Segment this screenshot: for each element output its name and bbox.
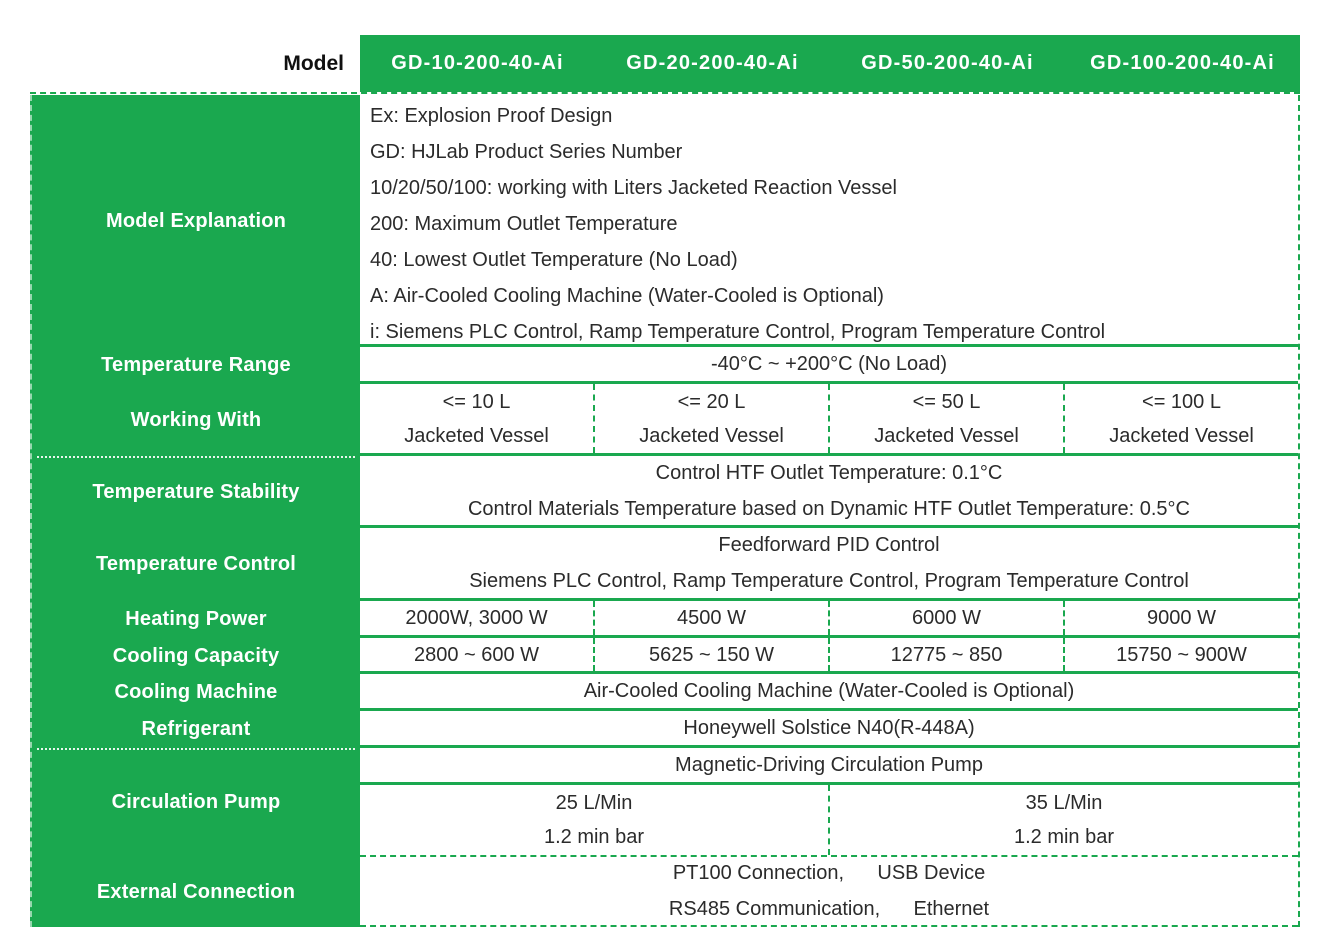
sidebar-label-temperature-range: Temperature Range: [101, 354, 291, 376]
working-with-cell: [593, 384, 828, 453]
pump-flow-rate: 25 L/Min: [555, 792, 633, 814]
vessel-capacity: <= 100 L: [1142, 390, 1221, 413]
working-with-cell: [360, 384, 593, 453]
model-explanation-line: i: Siemens PLC Control, Ramp Temperature Control, Program Temperature Control: [370, 321, 1106, 343]
row-label-sidebar: [30, 95, 360, 927]
pump-pressure: 1.2 min bar: [1013, 826, 1115, 848]
model-header-row: [360, 35, 1300, 92]
spec-row-circulation-pump-type: [360, 748, 1298, 785]
spec-row-temperature-stability: [360, 456, 1298, 528]
model-explanation-line: Ex: Explosion Proof Design: [370, 105, 613, 127]
sidebar-label-cooling-machine: Cooling Machine: [114, 681, 278, 703]
temperature-control-line: Feedforward PID Control: [718, 534, 940, 556]
spec-table-body: [360, 95, 1300, 927]
model-explanation-line: 10/20/50/100: working with Liters Jacketed Reaction Vessel: [370, 177, 897, 199]
sidebar-label-working-with: Working With: [130, 408, 262, 431]
temperature-control-line: Siemens PLC Control, Ramp Temperature Control, Program Temperature Control: [469, 570, 1189, 592]
temperature-stability-line: Control HTF Outlet Temperature: 0.1°C: [655, 461, 1003, 484]
sidebar-label-temperature-stability: Temperature Stability: [92, 480, 300, 503]
refrigerant-value: Honeywell Solstice N40(R-448A): [683, 716, 975, 739]
pump-pressure: 1.2 min bar: [543, 826, 645, 848]
working-with-cell: [828, 384, 1063, 453]
heating-power-cell: 4500 W: [593, 601, 828, 635]
heating-power-cell: 9000 W: [1063, 601, 1298, 635]
spec-row-circulation-pump-values: [360, 785, 1298, 857]
circulation-pump-type: Magnetic-Driving Circulation Pump: [675, 753, 983, 776]
model-name-gd-50: GD-50-200-40-Ai: [861, 52, 1034, 74]
spec-row-cooling-capacity: [360, 638, 1298, 674]
cooling-machine-value: Air-Cooled Cooling Machine (Water-Cooled is Optional): [583, 679, 1075, 702]
spec-row-refrigerant: [360, 711, 1298, 748]
sidebar-label-cooling-capacity: Cooling Capacity: [112, 644, 280, 667]
model-explanation-line: 200: Maximum Outlet Temperature: [370, 213, 678, 235]
temperature-stability-line: Control Materials Temperature based on Dynamic HTF Outlet Temperature: 0.5°C: [467, 497, 1190, 520]
external-connection-line: RS485 Communication, Ethernet: [668, 898, 990, 920]
spec-row-external-connection: [360, 857, 1298, 927]
cooling-capacity-cell: 2800 ~ 600 W: [413, 643, 540, 666]
vessel-type: Jacketed Vessel: [404, 424, 549, 447]
header-divider: [30, 92, 1300, 94]
spec-row-model-explanation: [360, 95, 1298, 347]
vessel-capacity: <= 50 L: [912, 390, 981, 413]
pump-spec-cell-left: [360, 785, 828, 855]
sidebar-label-model-explanation: Model Explanation: [105, 209, 287, 232]
working-with-cell: [1063, 384, 1298, 453]
sidebar-label-external-connection: External Connection: [96, 880, 296, 903]
sidebar-label-circulation-pump: Circulation Pump: [111, 791, 281, 813]
vessel-type: Jacketed Vessel: [1109, 424, 1254, 447]
heating-power-cell: 6000 W: [828, 601, 1063, 635]
spec-row-temperature-control: [360, 528, 1298, 601]
spec-row-cooling-machine: [360, 674, 1298, 711]
external-connection-line: PT100 Connection, USB Device: [672, 862, 986, 884]
spec-row-heating-power: [360, 601, 1298, 638]
vessel-type: Jacketed Vessel: [874, 424, 1019, 447]
model-name-gd-100: GD-100-200-40-Ai: [1090, 52, 1275, 74]
model-explanation-line: A: Air-Cooled Cooling Machine (Water-Cooled is Optional): [370, 285, 884, 307]
vessel-type: Jacketed Vessel: [639, 424, 784, 447]
pump-flow-rate: 35 L/Min: [1025, 792, 1103, 814]
cooling-capacity-cell: 12775 ~ 850: [828, 638, 1063, 671]
vessel-capacity: <= 10 L: [442, 390, 511, 413]
sidebar-label-temperature-control: Temperature Control: [95, 553, 297, 575]
heating-power-cell: 2000W, 3000 W: [405, 607, 548, 629]
cooling-capacity-cell: 5625 ~ 150 W: [593, 638, 828, 671]
vessel-capacity: <= 20 L: [677, 390, 746, 413]
sidebar-label-refrigerant: Refrigerant: [141, 718, 251, 740]
temperature-range-value: -40°C ~ +200°C (No Load): [710, 352, 948, 375]
pump-spec-cell-right: [828, 785, 1298, 855]
spec-row-working-with: [360, 384, 1298, 456]
model-name-gd-20: GD-20-200-40-Ai: [626, 52, 799, 74]
spec-row-temperature-range: [360, 347, 1298, 384]
model-header-label: Model: [283, 51, 344, 75]
model-explanation-line: 40: Lowest Outlet Temperature (No Load): [370, 249, 738, 271]
cooling-capacity-cell: 15750 ~ 900W: [1063, 638, 1298, 671]
sidebar-label-heating-power: Heating Power: [125, 608, 267, 630]
model-explanation-line: GD: HJLab Product Series Number: [370, 141, 683, 163]
model-name-gd-10: GD-10-200-40-Ai: [391, 52, 564, 74]
